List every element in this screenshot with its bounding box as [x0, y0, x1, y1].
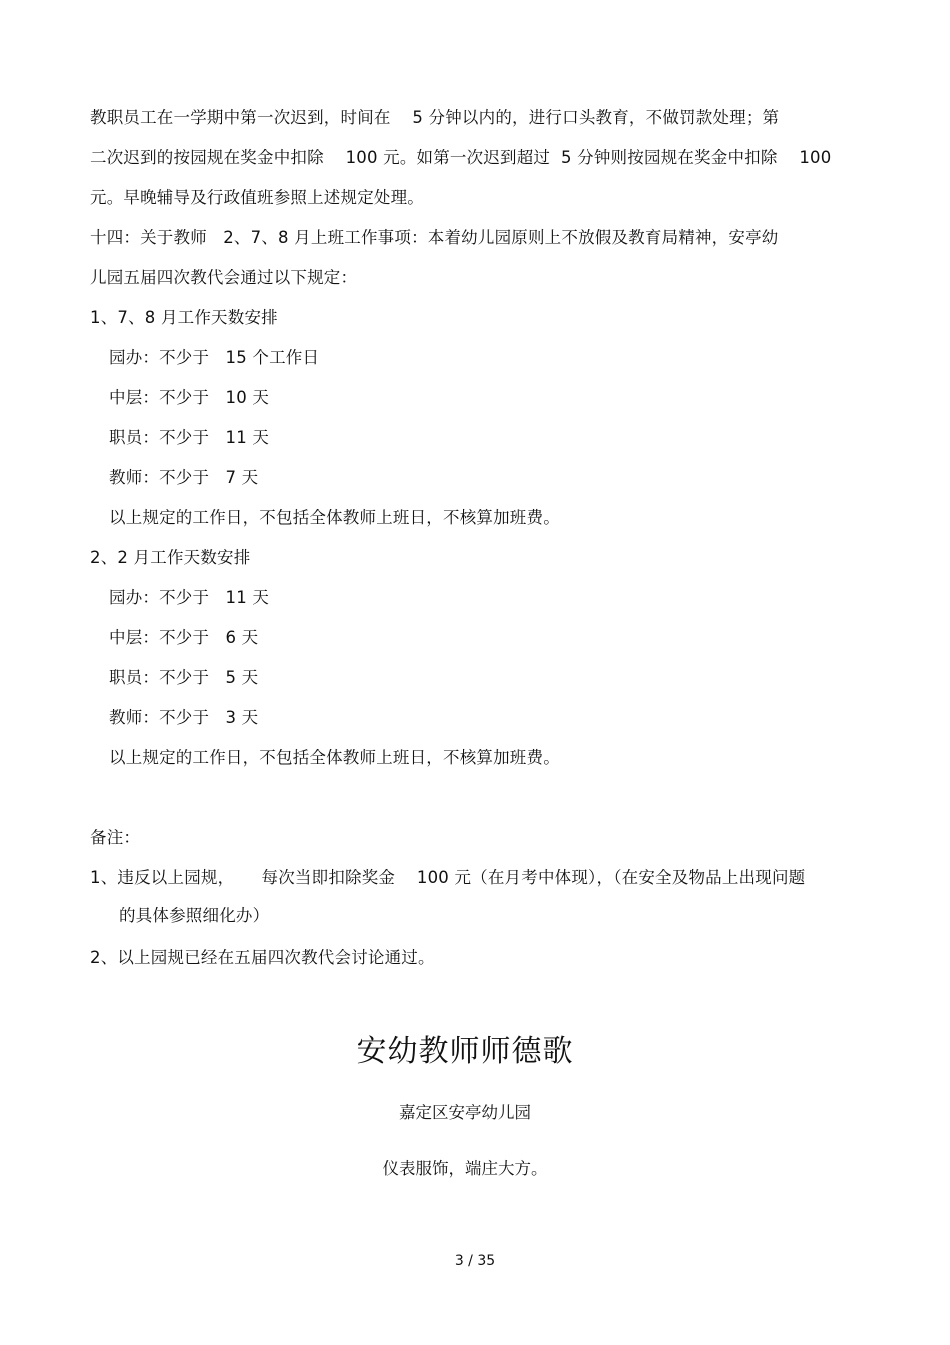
remark-item-1-continued: 的具体参照细化办）: [119, 906, 270, 925]
list-item-teacher-feb: 教师：不少于 3 天: [109, 708, 259, 727]
paragraph-line-1: 教职员工在一学期中第一次迟到，时间在 5 分钟以内的，进行口头教育，不做罚款处理；第: [90, 108, 780, 127]
list-item-staff-feb: 职员：不少于 5 天: [109, 668, 259, 687]
paragraph-line-3: 元。早晚辅导及行政值班参照上述规定处理。: [90, 188, 424, 207]
section-fourteen-line-1: 十四：关于教师 2、7、8 月上班工作事项：本着幼儿园原则上不放假及教育局精神，安亭幼: [90, 228, 779, 247]
section-fourteen-line-2: 儿园五届四次教代会通过以下规定：: [90, 268, 358, 287]
list-item-office: 园办：不少于 15 个工作日: [109, 348, 320, 367]
list-item-office-feb: 园办：不少于 11 天: [109, 588, 270, 607]
list-note: 以上规定的工作日，不包括全体教师上班日，不核算加班费。: [109, 508, 560, 527]
list-note-feb: 以上规定的工作日，不包括全体教师上班日，不核算加班费。: [109, 748, 560, 767]
song-first-line: 仪表服饰，端庄大方。: [382, 1159, 548, 1178]
song-author: 嘉定区安亭幼儿园: [399, 1103, 531, 1122]
list-item-middle-management: 中层：不少于 10 天: [109, 388, 270, 407]
remark-item-1: 1、违反以上园规， 每次当即扣除奖金 100 元（在月考中体现），（在安全及物品上出现问题: [90, 868, 806, 887]
list-item-middle-management-feb: 中层：不少于 6 天: [109, 628, 259, 647]
list-item-staff: 职员：不少于 11 天: [109, 428, 270, 447]
remarks-heading: 备注：: [90, 828, 141, 847]
list-item-teacher: 教师：不少于 7 天: [109, 468, 259, 487]
remark-item-2: 2、以上园规已经在五届四次教代会讨论通过。: [90, 948, 435, 967]
list-heading-february: 2、2 月工作天数安排: [90, 548, 251, 567]
list-heading-july-august: 1、7、8 月工作天数安排: [90, 308, 278, 327]
song-title: 安幼教师师德歌: [356, 1034, 574, 1069]
paragraph-line-2: 二次迟到的按园规在奖金中扣除 100 元。如第一次迟到超过 5 分钟则按园规在奖金中扣除 100: [90, 148, 832, 167]
page-number: 3 / 35: [454, 1253, 496, 1269]
